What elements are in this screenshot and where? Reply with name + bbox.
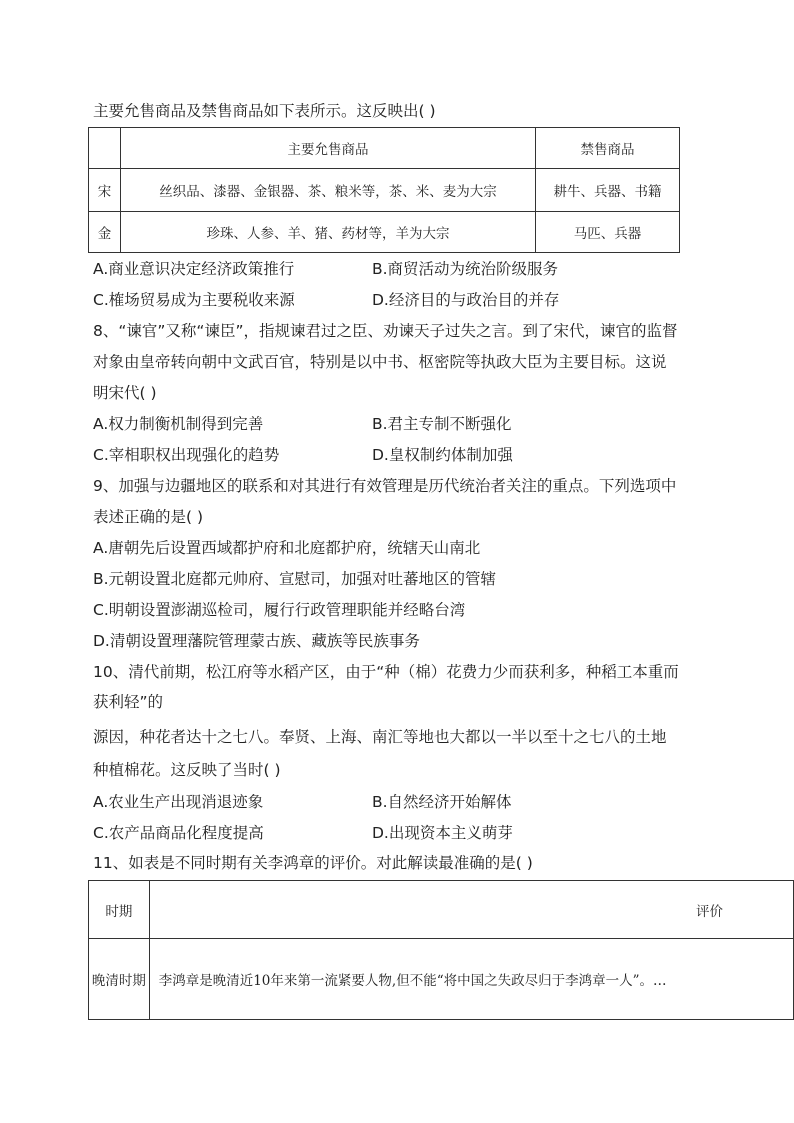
- q7-option-d[interactable]: D.经济目的与政治目的并存: [372, 291, 560, 309]
- q10-option-d[interactable]: D.出现资本主义萌芽: [372, 824, 513, 842]
- q8-option-a[interactable]: A.权力制衡机制得到完善: [93, 415, 264, 433]
- q7-option-b[interactable]: B.商贸活动为统治阶级服务: [372, 260, 559, 278]
- q7-option-a[interactable]: A.商业意识决定经济政策推行: [93, 260, 295, 278]
- table-header-row: [89, 881, 794, 939]
- q9-line-2: 表述正确的是( ): [93, 508, 204, 526]
- table-header-banned: 禁售商品: [536, 128, 680, 169]
- q10-option-c[interactable]: C.农产品商品化程度提高: [93, 824, 264, 842]
- table-header-empty: [89, 128, 121, 169]
- q9-option-c[interactable]: C.明朝设置澎湖巡检司，履行行政管理职能并经略台湾: [93, 601, 466, 619]
- q10-option-b[interactable]: B.自然经济开始解体: [372, 793, 512, 811]
- table-row: [89, 212, 680, 253]
- table-header-row: [89, 128, 680, 169]
- dynasty-cell: 宋: [89, 169, 121, 212]
- table-header-comment: 评价: [149, 881, 793, 939]
- q10-option-a[interactable]: A.农业生产出现消退迹象: [93, 793, 264, 811]
- q7-trade-table: [88, 127, 680, 253]
- q11-evaluation-table: [88, 880, 794, 1020]
- q7-option-c[interactable]: C.榷场贸易成为主要税收来源: [93, 291, 295, 309]
- q8-option-c[interactable]: C.宰相职权出现强化的趋势: [93, 446, 280, 464]
- allowed-goods-cell: 珍珠、人参、羊、猪、药材等，羊为大宗: [121, 212, 536, 253]
- q7-stem: 主要允售商品及禁售商品如下表所示。这反映出( ): [93, 102, 436, 120]
- q10-line-2: 获利轻”的: [93, 693, 164, 711]
- banned-goods-cell: 马匹、兵器: [536, 212, 680, 253]
- q9-option-b[interactable]: B.元朝设置北庭都元帅府、宣慰司，加强对吐蕃地区的管辖: [93, 570, 497, 588]
- allowed-goods-cell: 丝织品、漆器、金银器、茶、粮米等，茶、米、麦为大宗: [121, 169, 536, 212]
- banned-goods-cell: 耕牛、兵器、书籍: [536, 169, 680, 212]
- q10-line-3: 源因，种花者达十之七八。奉贤、上海、南汇等地也大都以一半以至十之七八的土地: [93, 728, 667, 746]
- q8-line-1: 8、“谏官”又称“谏臣”，指规谏君过之臣、劝谏天子过失之言。到了宋代，谏官的监督: [93, 322, 678, 340]
- q10-line-4: 种植棉花。这反映了当时( ): [93, 761, 281, 779]
- q8-line-3: 明宋代( ): [93, 384, 157, 402]
- dynasty-cell: 金: [89, 212, 121, 253]
- q8-option-b[interactable]: B.君主专制不断强化: [372, 415, 512, 433]
- q8-option-d[interactable]: D.皇权制约体制加强: [372, 446, 513, 464]
- q11-stem: 11、如表是不同时期有关李鸿章的评价。对此解读最准确的是( ): [93, 854, 533, 872]
- table-row: [89, 939, 794, 1020]
- q9-option-a[interactable]: A.唐朝先后设置西域都护府和北庭都护府，统辖天山南北: [93, 539, 481, 557]
- comment-cell: 李鸿章是晚清近10年来第一流紧要人物,但不能“将中国之失政尽归于李鸿章一人”。…: [149, 939, 793, 1020]
- q10-line-1: 10、清代前期，松江府等水稻产区，由于“种（棉）花费力少而获利多，种稻工本重而: [93, 663, 679, 681]
- q9-line-1: 9、加强与边疆地区的联系和对其进行有效管理是历代统治者关注的重点。下列选项中: [93, 477, 677, 495]
- period-cell: 晚清时期: [89, 939, 150, 1020]
- table-header-period: 时期: [89, 881, 150, 939]
- table-header-allowed: 主要允售商品: [121, 128, 536, 169]
- q8-line-2: 对象由皇帝转向朝中文武百官，特别是以中书、枢密院等执政大臣为主要目标。这说: [93, 353, 667, 371]
- q9-option-d[interactable]: D.清朝设置理藩院管理蒙古族、藏族等民族事务: [93, 632, 420, 650]
- table-row: [89, 169, 680, 212]
